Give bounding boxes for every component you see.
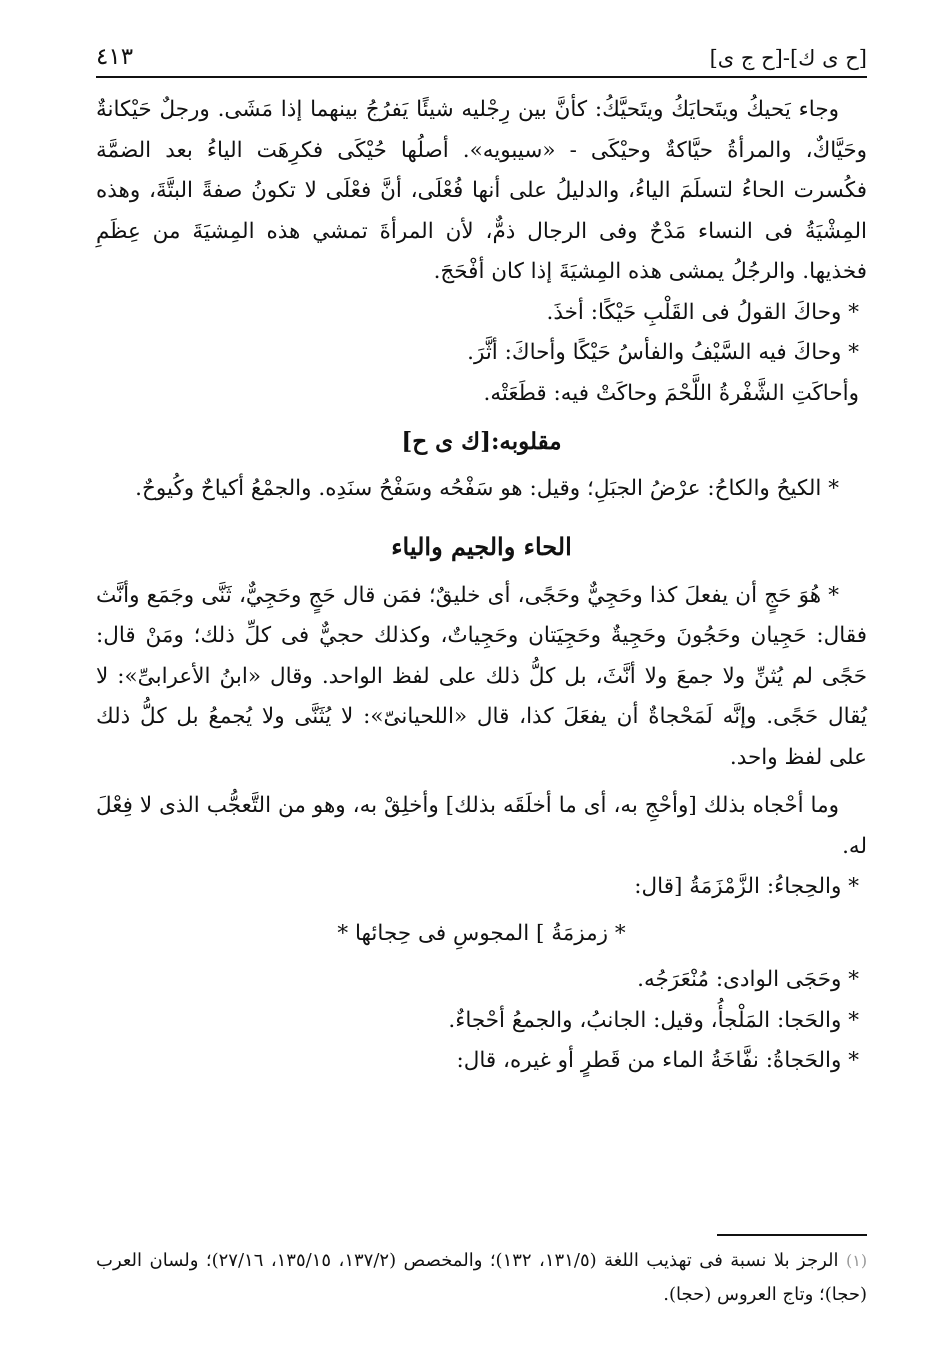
footnote-text: الرجز بلا نسبة فى تهذيب اللغة (١٣١/٥، ١٣٢)؛ والمخصص (١٣٧/٢، ١٣٥/١٥، ٢٧/١٦)؛ ولسان العرب (حجا)؛ وتاج العروس (حجا). — [96, 1250, 867, 1305]
paragraph-hayk: وجاء يَحيكُ ويتَحايَكُ ويتَحيَّكُ: كأنَّ بين رِجْليه شيئًا يَفرُجُ بينهما إذا مَشَى. ورجلٌ حَيْكانةٌ وحَيَّاكٌ، والمرأةُ حيَّاكةٌ وحيْكَى - «سيبويه». أصلُها حُيْكَى فكرِهَت الياءُ بعد الضمَّة فكُسرت الحاءُ لتسلَمَ الياءُ، والدليلُ على أنها فُعْلَى، أنَّ فعْلَى لا تكونُ صفةً البتَّةَ، وهذه المِشْيَةُ فى النساء مَدْحٌ وفى الرجال ذمٌّ، لأن المرأةَ تمشي هذه المِشيَةَ من عِظَمِ فخذيها. والرجُلُ يمشى هذه المِشيَةَ إذا كان أفْحَجَ. — [96, 97, 867, 284]
running-title: [ح ى ك]-[ح ج ى] — [709, 46, 867, 70]
verse-line: * زمزمَةُ ] المجوسِ فى حِجائها * — [337, 920, 626, 946]
entry-haja-wadi: * وحَجَى الوادى: مُنْعَرَجُه. — [637, 967, 859, 992]
entry-haka-sayf: * وحاكَ فيه السَّيْفُ والفأسُ حَيْكًا وأحاكَ: أثَّرَ. — [467, 340, 859, 365]
footnote — [96, 1244, 867, 1312]
paragraph-ahjah: وما أحْجاه بذلك [وأحْجِ به، أى ما أخلَقَه بذلك] وأخلِقْ به، وهو من التَّعجُّب الذى لا فِعْلَ له. — [96, 793, 867, 859]
entry-haja-malja: * والحَجا: المَلْجأُ، وقيل: الجانبُ، والجمعُ أحْجاءٌ. — [448, 1007, 859, 1033]
entry-hija: * والحِجاءُ: الزَّمْزَمَةُ [قال: — [634, 874, 859, 899]
entry-haka-qawl: * وحاكَ القولُ فى القَلْبِ حَيْكًا: أخذَ. — [546, 299, 859, 325]
section-heading-hjy: الحاء والجيم والياء — [391, 532, 572, 561]
entry-hajat: * والحَجاةُ: نفَّاخَةُ الماء من قَطرٍ أو غيره، قال: — [456, 1048, 859, 1073]
footnote-mark: (١) — [845, 1251, 868, 1270]
paragraph-haj: * هُوَ حَجٍ أن يفعلَ كذا وحَجِيٌّ وحَجًى، أى خليقٌ؛ فمَن قال حَجٍ وحَجِيٌّ، ثَنَّى وجَمَع وأنَّث فقال: حَجِيان وحَجُونَ وحَجِيةٌ وحَجِيَتان وحَجِياتٌ، وكذلك حجيٌّ فى كلِّ ذلك؛ ومَنْ قال: حَجًى لم يُثنِّ ولا جمعَ ولا أنَّثَ، بل كلُّ ذلك على لفظ الواحد. وقال «ابنُ الأعرابىِّ»: لا يُقال حَجًى. وإنَّه لَمَحْجاةٌ أن يفعَلَ كذا، قال «اللحيانىّ»: لا يُثَنَّى ولا يُجمعُ بل كلُّ ذلك على لفظ واحد. — [96, 582, 867, 770]
page-number: ٤١٣ — [96, 44, 134, 70]
page-header — [96, 34, 867, 74]
paragraph-kyh: * الكيحُ والكاحُ: عرْضُ الجبَلِ؛ وقيل: هو سَفْحُه وسَفْحُ سنَدِه. والجمْعُ أكياحٌ وكُيوحٌ. — [135, 475, 839, 501]
page-body — [96, 90, 867, 1082]
entry-ahakat-shafra: وأحاكَتِ الشَّفْرةُ اللَّحْمَ وحاكَتْ فيه: قطَعَتْه. — [483, 380, 859, 406]
footnote-rule — [717, 1234, 867, 1236]
section-heading-maqlub: مقلوبه:[ك ى ح] — [401, 428, 562, 455]
header-rule — [96, 76, 867, 78]
